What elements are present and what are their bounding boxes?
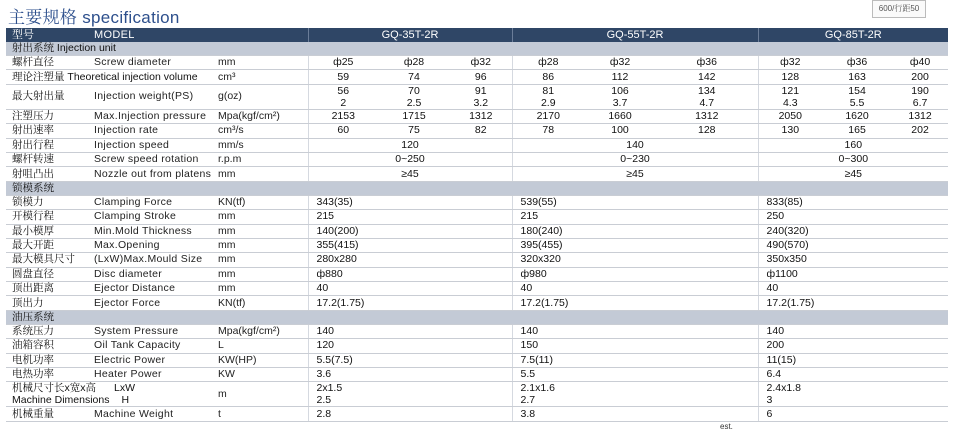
row-label-zh: 射咀凸出 xyxy=(6,167,90,181)
value-cell: ф32 xyxy=(450,56,512,70)
value-line: 2.7 xyxy=(520,394,536,407)
table-row xyxy=(6,70,948,84)
row-unit: mm xyxy=(218,56,308,70)
page-title: 主要规格 specification xyxy=(8,8,180,27)
value-cell: 1660 xyxy=(584,109,656,123)
table-row xyxy=(6,339,948,353)
value-cell: 2153 xyxy=(308,109,378,123)
value-cell: 78 xyxy=(512,124,584,138)
value-cell: 17.2(1.75) xyxy=(758,296,948,310)
value-cell: 2.8 xyxy=(308,407,512,421)
row-unit: mm/s xyxy=(218,138,308,152)
table-row xyxy=(6,152,948,166)
value-cell: 1312 xyxy=(656,109,758,123)
dimension-zh: 机械尺寸长x宽x高 xyxy=(12,382,96,395)
value-line: 106 xyxy=(611,84,629,97)
value-cell: ≥45 xyxy=(308,167,512,181)
value-line: 2.5 xyxy=(316,394,332,407)
table-row xyxy=(6,224,948,238)
value-cell: 215 xyxy=(308,210,512,224)
value-cell xyxy=(450,84,512,109)
value-cell xyxy=(892,84,948,109)
row-label-zh: 注塑压力 xyxy=(6,109,90,123)
row-label-zh: 射出速率 xyxy=(6,124,90,138)
value-cell: 539(55) xyxy=(512,195,758,209)
value-line: 2.9 xyxy=(540,96,556,109)
value-cell: 200 xyxy=(892,70,948,84)
section-clamping xyxy=(6,181,948,195)
row-unit: r.p.m xyxy=(218,152,308,166)
value-cell: 280x280 xyxy=(308,253,512,267)
footnote: est. xyxy=(720,422,733,431)
row-label-zh: 螺杆转速 xyxy=(6,152,90,166)
value-cell: 100 xyxy=(584,124,656,138)
value-cell xyxy=(656,84,758,109)
value-cell: 833(85) xyxy=(758,195,948,209)
value-line: 2.1x1.6 xyxy=(520,382,555,395)
dimension-label-en xyxy=(12,394,218,406)
value-cell: 60 xyxy=(308,124,378,138)
row-unit: mm xyxy=(218,253,308,267)
row-unit: mm xyxy=(218,238,308,252)
value-cell: 120 xyxy=(308,138,512,152)
row-label-zh: 油箱容积 xyxy=(6,339,90,353)
value-cell: 343(35) xyxy=(308,195,512,209)
header-row xyxy=(6,28,948,42)
row-label-en: System Pressure xyxy=(90,324,218,338)
value-cell: 140 xyxy=(308,324,512,338)
value-cell: 355(415) xyxy=(308,238,512,252)
value-cell: 165 xyxy=(822,124,892,138)
table-row xyxy=(6,210,948,224)
value-cell: 40 xyxy=(758,282,948,296)
value-cell: 82 xyxy=(450,124,512,138)
value-cell: ф32 xyxy=(584,56,656,70)
value-cell: 6 xyxy=(758,407,948,421)
table-row xyxy=(6,167,948,181)
value-cell: ф880 xyxy=(308,267,512,281)
value-cell: ф1100 xyxy=(758,267,948,281)
row-unit: KW(HP) xyxy=(218,353,308,367)
value-cell: 1312 xyxy=(450,109,512,123)
value-line: 91 xyxy=(474,84,487,97)
value-cell: 140(200) xyxy=(308,224,512,238)
value-line: 121 xyxy=(781,84,800,97)
value-cell: 160 xyxy=(758,138,948,152)
row-unit: cm³/s xyxy=(218,124,308,138)
value-cell: 11(15) xyxy=(758,353,948,367)
section-title: 锁模系统 xyxy=(6,181,948,195)
table-row xyxy=(6,267,948,281)
dimension-h: H xyxy=(121,394,130,407)
row-label-zh: 螺杆直径 xyxy=(6,56,90,70)
value-cell: ≥45 xyxy=(758,167,948,181)
value-cell: 350x350 xyxy=(758,253,948,267)
value-line: 4.3 xyxy=(782,96,798,109)
row-label-en: Screw diameter xyxy=(90,56,218,70)
row-label-en: Heater Power xyxy=(90,368,218,382)
value-cell: 395(455) xyxy=(512,238,758,252)
value-cell: 1715 xyxy=(378,109,450,123)
value-line: 154 xyxy=(848,84,866,97)
value-cell: 128 xyxy=(656,124,758,138)
row-label-zh: 锁模力 xyxy=(6,195,90,209)
value-cell: ф28 xyxy=(378,56,450,70)
value-cell xyxy=(758,84,822,109)
dimension-label-zh xyxy=(12,382,218,394)
value-cell: 6.4 xyxy=(758,368,948,382)
row-unit: m xyxy=(218,382,308,407)
row-label-zh: 圆盘直径 xyxy=(6,267,90,281)
value-cell xyxy=(822,84,892,109)
value-cell: 2050 xyxy=(758,109,822,123)
row-label-en: Max.Injection pressure xyxy=(90,109,218,123)
table-row xyxy=(6,109,948,123)
value-cell: 140 xyxy=(512,324,758,338)
value-cell: 17.2(1.75) xyxy=(308,296,512,310)
row-unit: t xyxy=(218,407,308,421)
value-line: 81 xyxy=(542,84,555,97)
value-cell: 0~230 xyxy=(512,152,758,166)
value-cell: 180(240) xyxy=(512,224,758,238)
row-label-en: Injection speed xyxy=(90,138,218,152)
row-label-en: Ejector Force xyxy=(90,296,218,310)
value-cell: 2170 xyxy=(512,109,584,123)
row-label-zh: 射出行程 xyxy=(6,138,90,152)
value-line: 2.4x1.8 xyxy=(766,382,801,395)
row-label-zh: 电机功率 xyxy=(6,353,90,367)
value-line: 134 xyxy=(698,84,716,97)
model-name: GQ-55T-2R xyxy=(512,28,758,42)
value-cell: ф32 xyxy=(758,56,822,70)
row-unit: Mpa(kgf/cm²) xyxy=(218,324,308,338)
table-row xyxy=(6,382,948,407)
table-row xyxy=(6,324,948,338)
value-line: 2.5 xyxy=(406,96,422,109)
row-label-zh: 最小模厚 xyxy=(6,224,90,238)
row-label-en: Clamping Force xyxy=(90,195,218,209)
value-line: 2 xyxy=(340,96,347,109)
value-cell: ф28 xyxy=(512,56,584,70)
row-label-zh: 顶出力 xyxy=(6,296,90,310)
value-line: 3.2 xyxy=(473,96,489,109)
value-cell: 1312 xyxy=(892,109,948,123)
row-label-zh: 系统压力 xyxy=(6,324,90,338)
row-label xyxy=(6,382,218,407)
row-label-en: Min.Mold Thickness xyxy=(90,224,218,238)
row-label-en: Ejector Distance xyxy=(90,282,218,296)
table-row xyxy=(6,282,948,296)
value-cell: 0~300 xyxy=(758,152,948,166)
section-title: 射出系统 Injection unit xyxy=(6,42,948,56)
section-hydraulic xyxy=(6,310,948,324)
row-label-en: Injection weight(PS) xyxy=(90,84,218,109)
value-line: 5.5 xyxy=(849,96,865,109)
row-unit: mm xyxy=(218,282,308,296)
value-cell xyxy=(584,84,656,109)
row-unit: cm³ xyxy=(218,70,308,84)
value-cell: 3.6 xyxy=(308,368,512,382)
row-label-zh: 顶出距离 xyxy=(6,282,90,296)
specification-table xyxy=(6,28,948,422)
row-unit: KN(tf) xyxy=(218,195,308,209)
row-unit: KN(tf) xyxy=(218,296,308,310)
value-cell: 0~250 xyxy=(308,152,512,166)
value-cell: 59 xyxy=(308,70,378,84)
model-name: GQ-85T-2R xyxy=(758,28,948,42)
corner-stamp: 600/行距50 xyxy=(872,0,926,18)
section-title: 油压系统 xyxy=(6,310,948,324)
value-cell xyxy=(512,84,584,109)
value-line: 3.7 xyxy=(612,96,628,109)
value-cell xyxy=(758,382,948,407)
table-row xyxy=(6,84,948,109)
row-label-zh: 最大开距 xyxy=(6,238,90,252)
row-label: 理论注塑量 Theoretical injection volume xyxy=(6,70,218,84)
row-label-en: Machine Weight xyxy=(90,407,218,421)
dimension-en: Machine Dimensions xyxy=(12,394,110,407)
row-label-en: (LxW)Max.Mould Size xyxy=(90,253,218,267)
row-label-en: Max.Opening xyxy=(90,238,218,252)
value-line: 4.7 xyxy=(699,96,715,109)
row-unit: mm xyxy=(218,224,308,238)
value-cell: 40 xyxy=(512,282,758,296)
table-row xyxy=(6,138,948,152)
value-cell: 120 xyxy=(308,339,512,353)
value-cell: 3.8 xyxy=(512,407,758,421)
row-label-zh: 最大模具尺寸 xyxy=(6,253,90,267)
value-cell: 1620 xyxy=(822,109,892,123)
value-cell: 250 xyxy=(758,210,948,224)
row-label-zh: 电热功率 xyxy=(6,368,90,382)
value-cell: 17.2(1.75) xyxy=(512,296,758,310)
row-unit: mm xyxy=(218,167,308,181)
row-label-zh: 开模行程 xyxy=(6,210,90,224)
value-cell: 320x320 xyxy=(512,253,758,267)
value-line: 3 xyxy=(766,394,773,407)
table-row xyxy=(6,407,948,421)
dimension-lxw: LxW xyxy=(114,382,135,395)
model-name: GQ-35T-2R xyxy=(308,28,512,42)
row-label-en: Clamping Stroke xyxy=(90,210,218,224)
row-label-en: Oil Tank Capacity xyxy=(90,339,218,353)
section-injection xyxy=(6,42,948,56)
row-unit: mm xyxy=(218,210,308,224)
value-line: 56 xyxy=(337,84,350,97)
row-unit: Mpa(kgf/cm²) xyxy=(218,109,308,123)
value-cell: 140 xyxy=(512,138,758,152)
row-label-en: Nozzle out from platens xyxy=(90,167,218,181)
row-unit: g(oz) xyxy=(218,84,308,109)
table-row xyxy=(6,253,948,267)
value-line: 70 xyxy=(408,84,420,97)
header-model-en: MODEL xyxy=(90,28,308,42)
value-cell: 490(570) xyxy=(758,238,948,252)
value-cell: ф40 xyxy=(892,56,948,70)
value-cell: ф36 xyxy=(822,56,892,70)
value-line: 6.7 xyxy=(912,96,928,109)
table-row xyxy=(6,56,948,70)
value-cell: 128 xyxy=(758,70,822,84)
value-line: 190 xyxy=(911,84,929,97)
value-cell: 215 xyxy=(512,210,758,224)
value-cell: 130 xyxy=(758,124,822,138)
value-cell: ф36 xyxy=(656,56,758,70)
value-cell xyxy=(308,382,512,407)
row-label-en: Disc diameter xyxy=(90,267,218,281)
value-cell: ф25 xyxy=(308,56,378,70)
value-cell: 140 xyxy=(758,324,948,338)
value-cell: 142 xyxy=(656,70,758,84)
value-cell: 7.5(11) xyxy=(512,353,758,367)
row-label-en: Electric Power xyxy=(90,353,218,367)
value-cell xyxy=(308,84,378,109)
row-label-en: Injection rate xyxy=(90,124,218,138)
table-row xyxy=(6,368,948,382)
value-cell: ф980 xyxy=(512,267,758,281)
row-unit: KW xyxy=(218,368,308,382)
value-cell: 5.5 xyxy=(512,368,758,382)
value-cell: 40 xyxy=(308,282,512,296)
row-label-zh: 机械重量 xyxy=(6,407,90,421)
header-model-zh: 型号 xyxy=(6,28,90,42)
table-row xyxy=(6,238,948,252)
value-cell: 112 xyxy=(584,70,656,84)
row-label-en: Screw speed rotation xyxy=(90,152,218,166)
value-cell: 5.5(7.5) xyxy=(308,353,512,367)
table-row xyxy=(6,124,948,138)
value-cell: 163 xyxy=(822,70,892,84)
value-cell: 86 xyxy=(512,70,584,84)
value-cell: 200 xyxy=(758,339,948,353)
value-cell: ≥45 xyxy=(512,167,758,181)
value-cell: 75 xyxy=(378,124,450,138)
row-unit: mm xyxy=(218,267,308,281)
value-line: 2x1.5 xyxy=(316,382,343,395)
value-cell: 240(320) xyxy=(758,224,948,238)
value-cell xyxy=(512,382,758,407)
row-unit: L xyxy=(218,339,308,353)
table-row xyxy=(6,353,948,367)
value-cell: 150 xyxy=(512,339,758,353)
table-row xyxy=(6,296,948,310)
table-row xyxy=(6,195,948,209)
row-label-zh: 最大射出量 xyxy=(6,84,90,109)
value-cell: 202 xyxy=(892,124,948,138)
value-cell: 74 xyxy=(378,70,450,84)
value-cell: 96 xyxy=(450,70,512,84)
value-cell xyxy=(378,84,450,109)
